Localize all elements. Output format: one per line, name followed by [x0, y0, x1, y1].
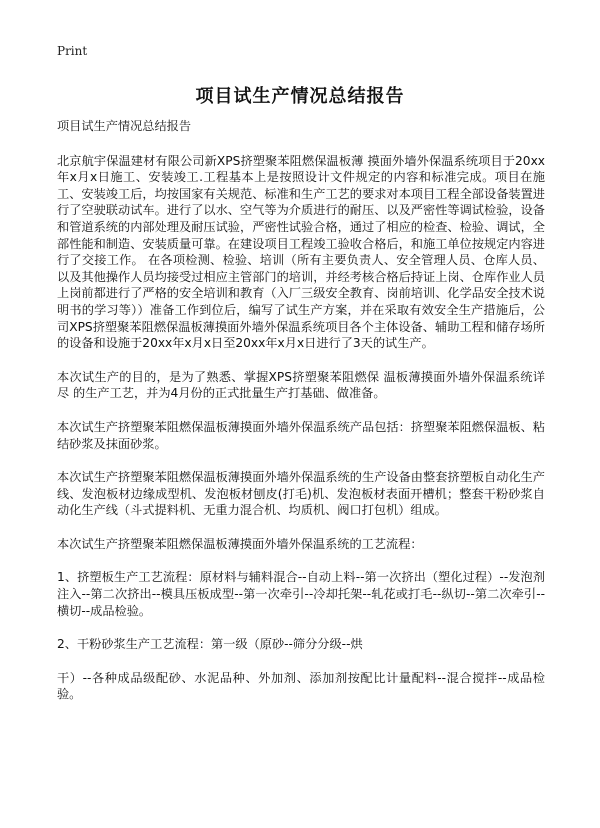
document-body	[57, 118, 545, 720]
paragraph-mortar-process-cont: 干）--各种成品级配砂、水泥品种、外加剂、添加剂按配比计量配料--混合搅拌--成品检验。	[57, 670, 545, 702]
paragraph-xps-process: 1、挤塑板生产工艺流程：原材料与辅料混合--自动上料--第一次挤出（塑化过程）--发泡剂注入--第二次挤出--模具压板成型--第一次牵引--冷却托架--轧花或打毛--纵切--第二次牵引--横切--成品检验。	[57, 570, 545, 618]
paragraph-mortar-process: 2、干粉砂浆生产工艺流程：第一级（原砂--筛分分级--烘	[57, 637, 363, 652]
document-title: 项目试生产情况总结报告	[195, 86, 405, 107]
paragraph-overview: 北京航宇保温建材有限公司新XPS挤塑聚苯阻燃保温板薄 摸面外墙外保温系统项目于20xx年x月x日施工、安装竣工.工程基本上是按照设计文件规定的内容和标准完成。项目在施工、安装竣工后，均按国家有关规范、标准和生产工艺的要求对本项目工程全部设备装置进行了空驶联动试车。进行了以水、空气等为介质进行的耐压、以及严密性等调试检验，设备和管道系统的内部处理及耐压试验，严密性试验合格，通过了相应的检查、检验、调试，全部性能和制造、安装质量可靠。在建设项目工程竣工验收合格后，和施工单位按规定内容进行了交接工作。 在各项检测、检验、培训（所有主要负责人、安全管理人员、仓库人员、以及其他操作人员均接受过相应主管部门的培训，并经考核合格后持证上岗、仓库作业人员上岗前都进行了严格的安全培训和教育（入厂三级安全教育、岗前培训、化学品安全技术说明书的学习等））准备工作到位后，编写了试生产方案，并在采取有效安全生产措施后，公司XPS挤塑聚苯阻燃保温板薄摸面外墙外保温系统项目各个主体设备、辅助工程和储存场所的设备和设施于20xx年x月x日至20xx年x月x日进行了3天的试生产。	[57, 153, 545, 351]
paragraph-equipment: 本次试生产挤塑聚苯阻燃保温板薄摸面外墙外保温系统的生产设备由整套挤塑板自动化生产线、发泡板材边缘成型机、发泡板材刨皮(打毛)机、发泡板材表面开槽机；整套干粉砂浆自动化生产线（斗式提料机、无重力混合机、均质机、阀口打包机）组成。	[57, 470, 545, 518]
print-label: Print	[57, 44, 88, 58]
paragraph-process-intro: 本次试生产挤塑聚苯阻燃保温板薄摸面外墙外保温系统的工艺流程：	[57, 536, 423, 551]
paragraph-purpose: 本次试生产的目的，是为了熟悉、掌握XPS挤塑聚苯阻燃保 温板薄摸面外墙外保温系统详尽 的生产工艺，并为4月份的正式批量生产打基础、做准备。	[57, 369, 545, 401]
paragraph-products: 本次试生产挤塑聚苯阻燃保温板薄摸面外墙外保温系统产品包括：挤塑聚苯阻燃保温板、粘结砂浆及抹面砂浆。	[57, 419, 545, 451]
document-subtitle: 项目试生产情况总结报告	[57, 119, 192, 133]
